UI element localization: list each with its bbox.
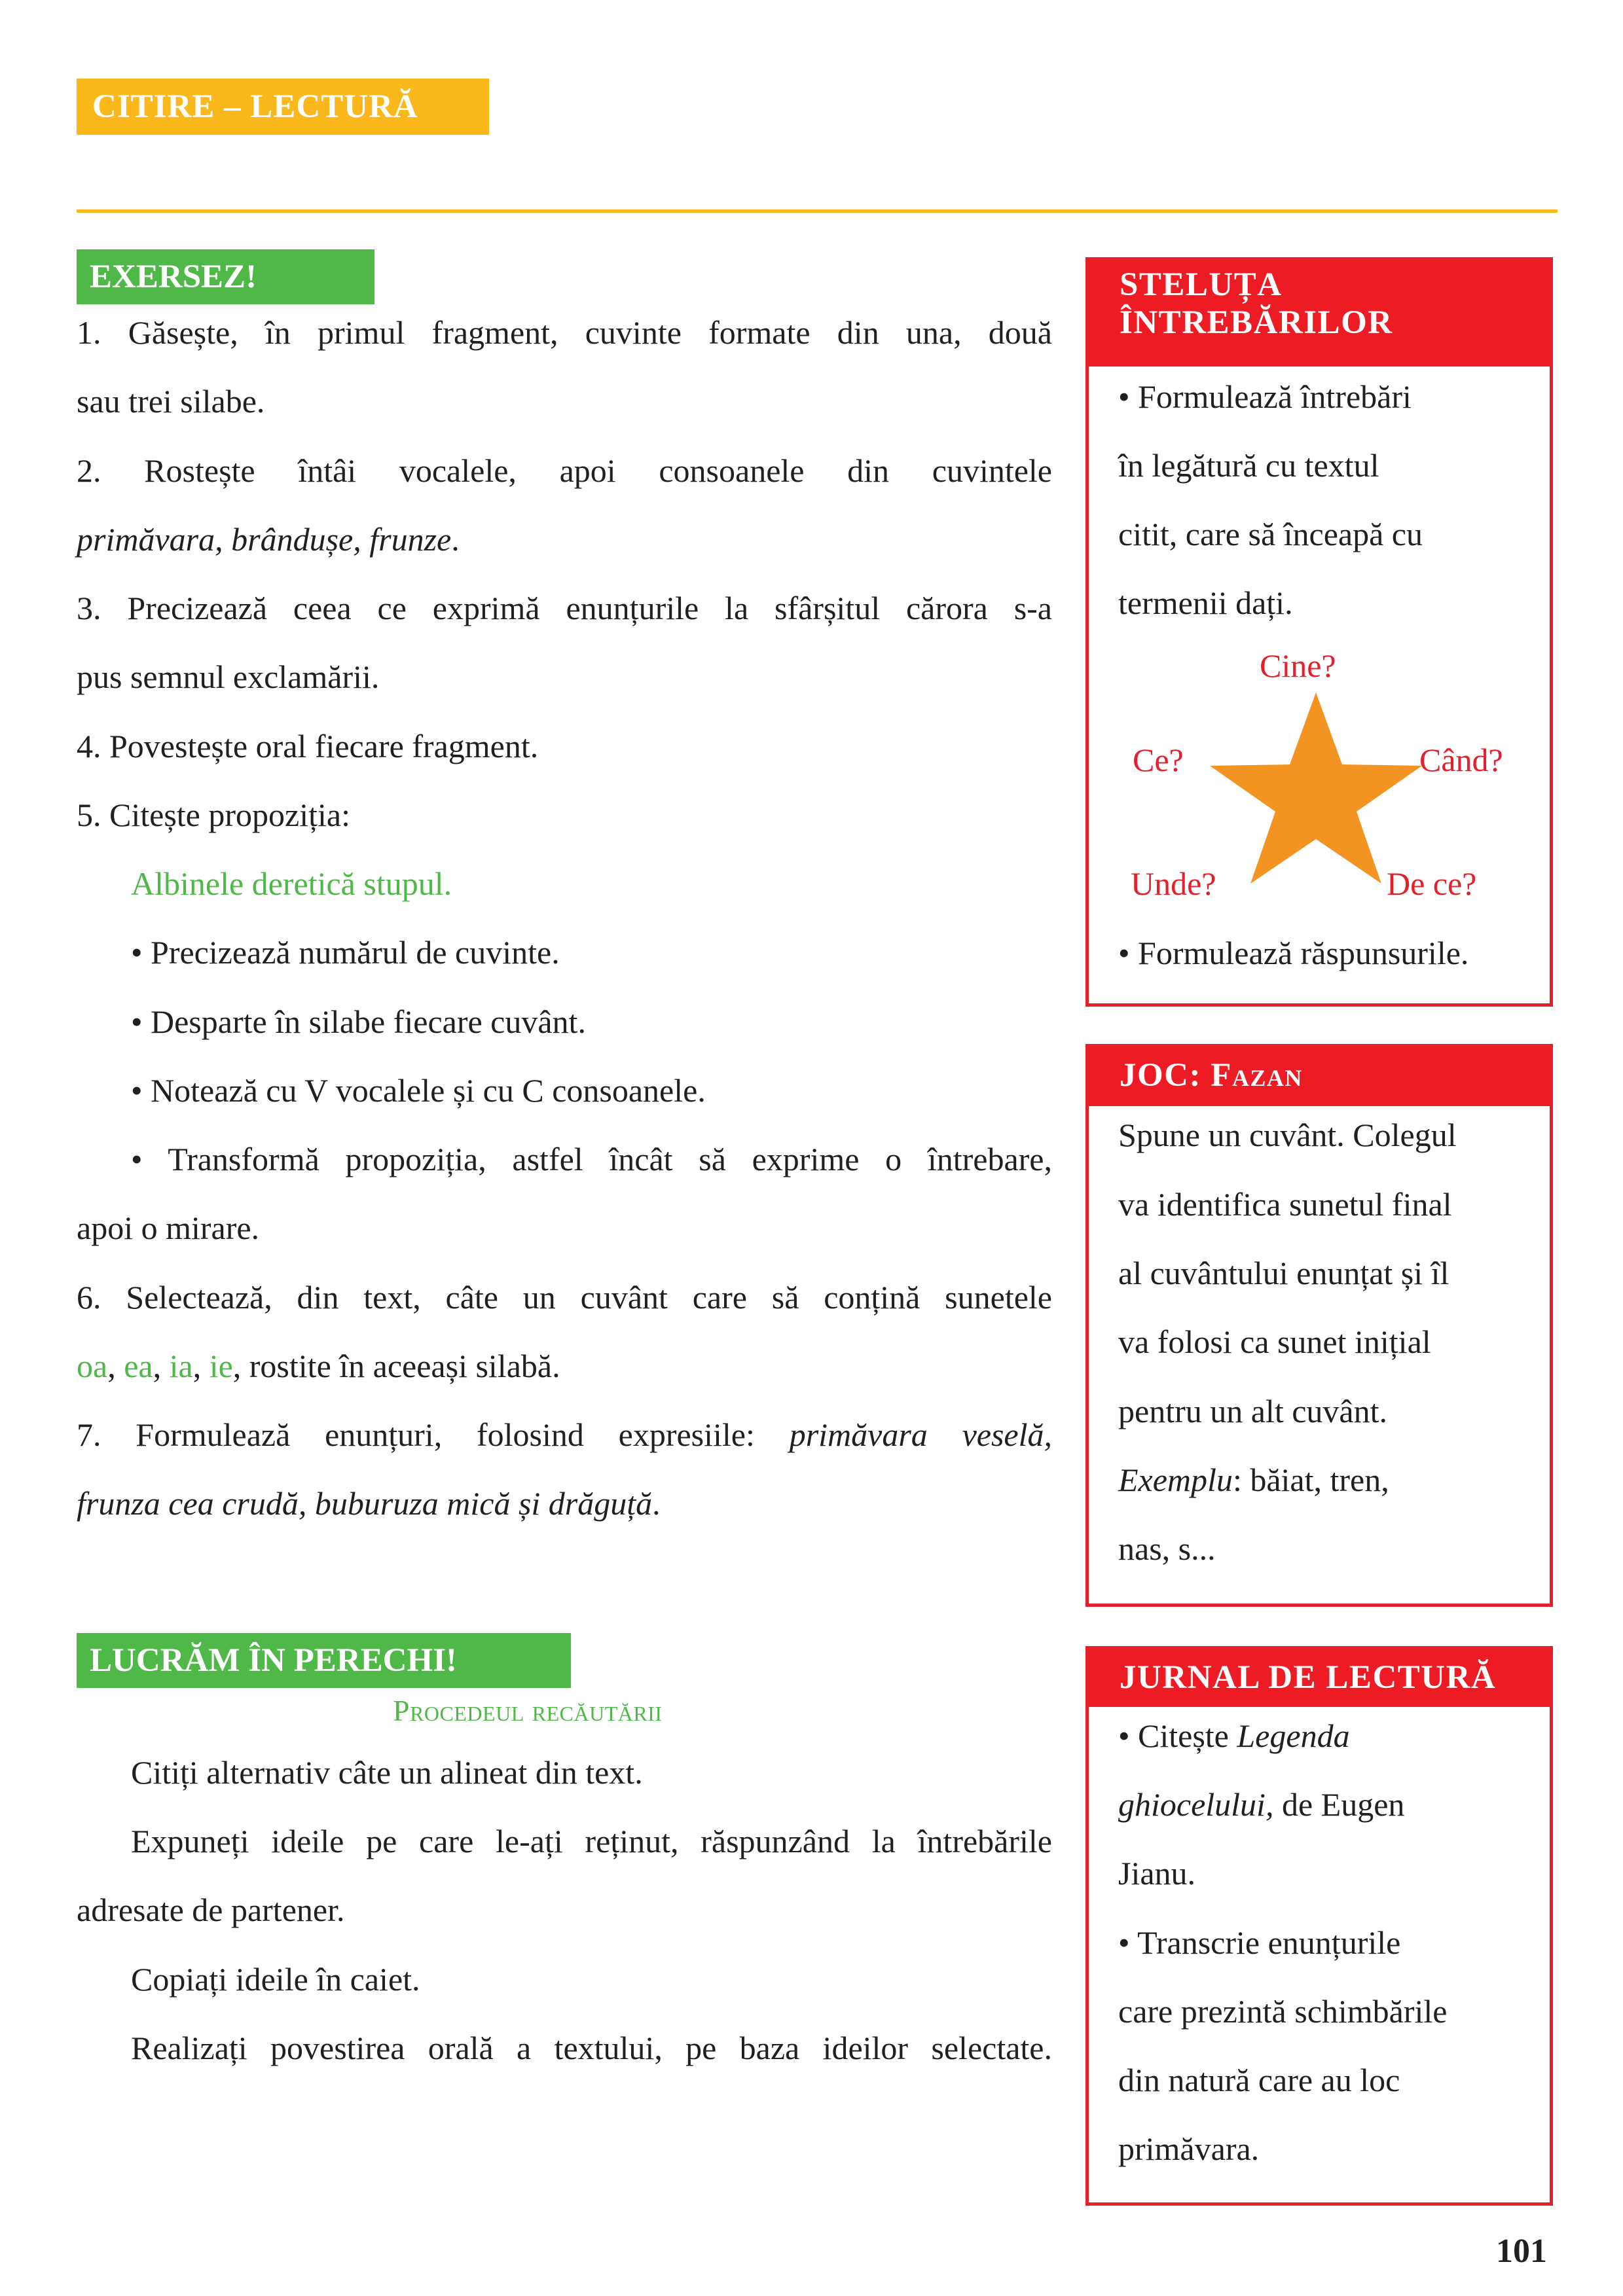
question-unde: Unde?	[1131, 865, 1216, 902]
exercise-2-line-1: 2. Rostește întâi vocalele, apoi consoanele din cuvintele	[77, 452, 1052, 489]
exercise-1-line-1: 1. Găsește, în primul fragment, cuvinte formate din una, două	[77, 314, 1052, 351]
diphthong-oa: oa	[77, 1348, 108, 1384]
steluta-line-3: citit, care să înceapă cu	[1118, 516, 1423, 552]
page-number: 101	[1496, 2233, 1547, 2270]
joc-heading	[1089, 1047, 1550, 1106]
pair-step-2-line-2: adresate de partener.	[77, 1892, 345, 1928]
exercise-6-end: , rostite în aceeași silabă.	[232, 1348, 560, 1384]
exercise-5-task-4-line-2: apoi o mirare.	[77, 1210, 260, 1246]
joc-line-7: nas, s...	[1118, 1530, 1216, 1567]
diphthong-ea: ea	[124, 1348, 153, 1384]
steluta-line-1: • Formulează întrebări	[1118, 378, 1412, 415]
pair-step-4: Realizați povestirea orală a textului, pe baza ideilor selectate.	[131, 2030, 1052, 2066]
steluta-line-4: termenii dați.	[1118, 584, 1293, 621]
joc-line-3: al cuvântului enunțat și îl	[1118, 1255, 1450, 1291]
example-label: Exemplu	[1118, 1462, 1233, 1498]
exercise-5: 5. Citește propoziția:	[77, 797, 350, 833]
jurnal-line-1	[1118, 1716, 1350, 1755]
exercise-7-line-1	[77, 1415, 1052, 1454]
question-ce: Ce?	[1133, 742, 1184, 778]
question-cand: Când?	[1419, 742, 1503, 778]
exercise-5-task-3: • Notează cu V vocalele și cu C consoanele.	[131, 1072, 706, 1109]
exercise-2-words: primăvara, brândușe, frunze	[77, 521, 452, 558]
jurnal-read-prompt: • Citește	[1118, 1717, 1237, 1754]
steluta-line-5: • Formulează răspunsurile.	[1118, 935, 1469, 971]
jurnal-line-5: care prezintă schimbările	[1118, 1993, 1448, 2030]
question-cine: Cine?	[1260, 647, 1336, 684]
exercise-2-period: .	[451, 521, 460, 558]
exercise-7-prompt: 7. Formulează enunțuri, folosind expresiile:	[77, 1416, 790, 1453]
pair-step-2-line-1: Expuneți ideile pe care le-ați reținut, răspunzând la întrebările	[131, 1823, 1052, 1859]
jurnal-box	[1085, 1646, 1553, 2206]
exercise-4: 4. Povestește oral fiecare fragment.	[77, 728, 539, 764]
jurnal-line-4: • Transcrie enunțurile	[1118, 1924, 1401, 1961]
question-de-ce: De ce?	[1387, 865, 1477, 902]
joc-line-6	[1118, 1460, 1389, 1499]
diphthong-ie: ie	[209, 1348, 233, 1384]
pair-step-3: Copiați ideile în caiet.	[131, 1961, 420, 1998]
lucram-heading: LUCRĂM ÎN PERECHI!	[77, 1633, 571, 1688]
chapter-label: CITIRE – LECTURĂ	[77, 79, 489, 135]
exercise-3-line-2: pus semnul exclamării.	[77, 658, 380, 695]
joc-line-5: pentru un alt cuvânt.	[1118, 1393, 1387, 1429]
joc-line-2: va identifica sunetul final	[1118, 1186, 1452, 1223]
steluta-heading	[1089, 260, 1550, 367]
joc-line-4: va folosi ca sunet inițial	[1118, 1323, 1431, 1360]
procedure-subtitle: Procedeul recăutării	[393, 1694, 663, 1727]
exercise-6-line-1: 6. Selectează, din text, câte un cuvânt care să conțină sunetele	[77, 1279, 1052, 1316]
exercise-7-line-2	[77, 1484, 1052, 1523]
expressions-2-3: frunza cea crudă, buburuza mică și drăguță	[77, 1485, 653, 1522]
book-title-part-2: ghiocelului,	[1118, 1786, 1274, 1823]
joc-title-prefix: JOC:	[1120, 1057, 1211, 1094]
star-icon	[1205, 687, 1427, 884]
joc-box	[1085, 1044, 1553, 1607]
exercise-1-line-2: sau trei silabe.	[77, 383, 265, 420]
author-prefix: de Eugen	[1273, 1786, 1405, 1823]
jurnal-line-7: primăvara.	[1118, 2130, 1260, 2167]
jurnal-line-3: Jianu.	[1118, 1855, 1196, 1892]
exercise-3-line-1: 3. Precizează ceea ce exprimă enunțurile la sfârșitul cărora s-a	[77, 590, 1052, 626]
separator: ,	[153, 1348, 170, 1384]
book-title-part-1: Legenda	[1237, 1717, 1350, 1754]
exercise-5-task-2: • Desparte în silabe fiecare cuvânt.	[131, 1003, 586, 1040]
exercise-2-line-2	[77, 520, 1052, 559]
header-divider	[77, 209, 1558, 213]
steluta-title-line-1: STELUȚA	[1120, 266, 1283, 303]
diphthong-ia: ia	[169, 1348, 193, 1384]
expression-1: primăvara veselă,	[789, 1416, 1053, 1453]
exercise-7-period: .	[652, 1485, 661, 1522]
joc-line-1: Spune un cuvânt. Colegul	[1118, 1117, 1457, 1153]
joc-title-name: Fazan	[1211, 1057, 1303, 1094]
steluta-title-line-2: ÎNTREBĂRILOR	[1120, 304, 1393, 341]
example-sentence: Albinele deretică stupul.	[131, 865, 452, 902]
exercise-5-task-1: • Precizează numărul de cuvinte.	[131, 934, 560, 971]
jurnal-line-2	[1118, 1785, 1404, 1824]
jurnal-heading: JURNAL DE LECTURĂ	[1089, 1649, 1550, 1707]
pair-step-1: Citiți alternativ câte un alineat din text.	[131, 1754, 643, 1791]
steluta-line-2: în legătură cu textul	[1118, 447, 1379, 484]
separator: ,	[107, 1348, 124, 1384]
jurnal-line-6: din natură care au loc	[1118, 2062, 1400, 2098]
exercise-6-line-2	[77, 1346, 1052, 1386]
separator: ,	[192, 1348, 210, 1384]
exercise-5-task-4-line-1: • Transformă propoziția, astfel încât să exprime o întrebare,	[131, 1141, 1052, 1177]
example-words: : băiat, tren,	[1232, 1462, 1389, 1498]
exersez-heading: EXERSEZ!	[77, 249, 374, 304]
